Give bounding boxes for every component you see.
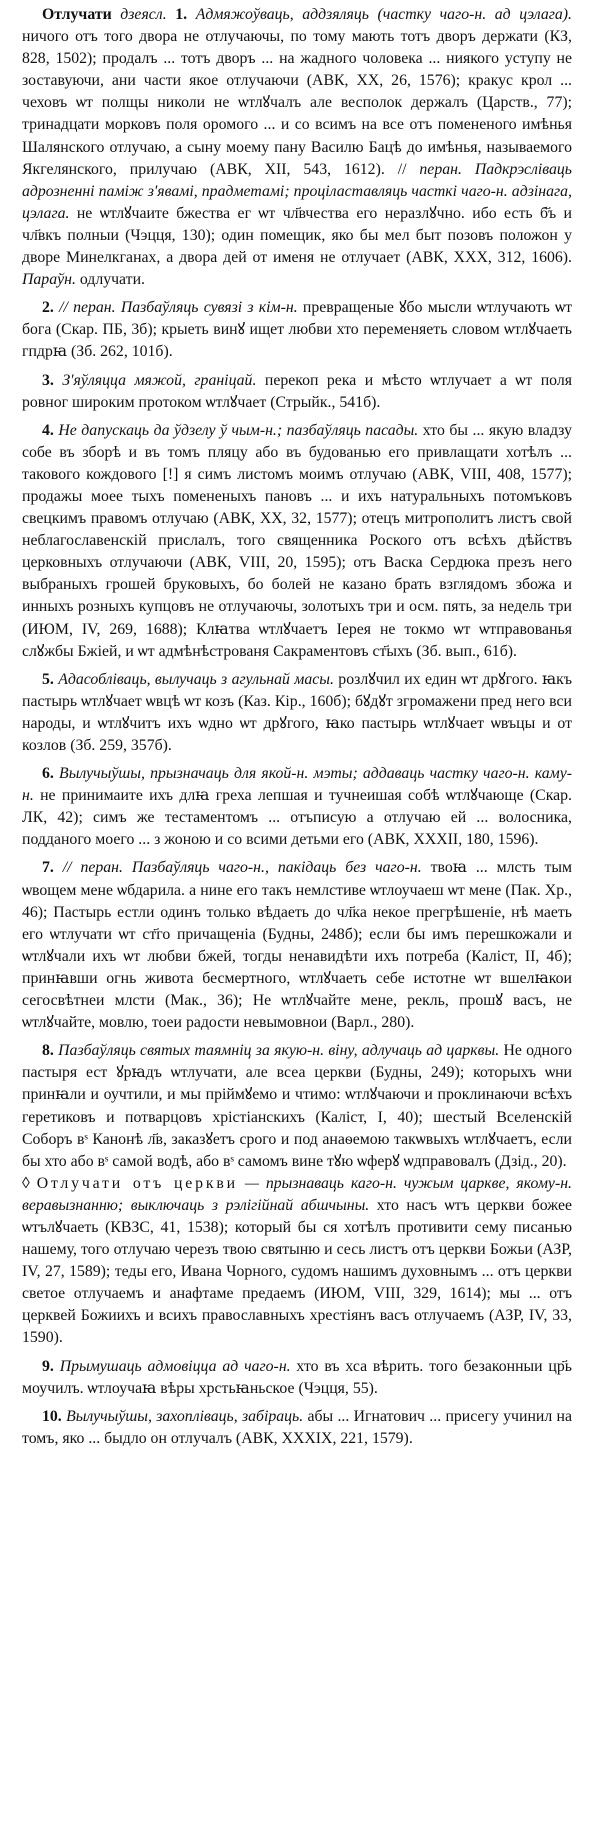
sense-number: 1. [175, 6, 188, 23]
sense-gloss: Пазбаўляць святых таямніц за якую-н. віну, адлучаць ад царквы. [58, 1042, 500, 1060]
sense-gloss: Адасобліваць, вылучаць з агульнай масы. [58, 670, 334, 688]
sense-number: 4. [42, 421, 54, 439]
sense-citations: хто въ хса вѣрить. того безаконныи цр҃ь моучилъ. ѡтлоучаꙗ вѣры хрстьꙗньское (Чэцця, 55). [22, 1357, 572, 1397]
phrase-marker: ◊ [22, 1174, 30, 1192]
sense-2 [22, 297, 572, 363]
sense-citations: превращеные ꙋбо мысли ѡтлучають ѡт бога (Скар. ПБ, 3б); крыеть винꙋ ищет любви хто переменяеть словом ѡтлꙋчаеть гпдрꙗ (Зб. 262, 101б). [22, 299, 572, 361]
sense-5 [22, 669, 572, 757]
sense-8 [22, 1040, 572, 1349]
sense-citations: твоꙗ ... млсть тым ѡвощем мене ѡбдарила. а нине его такъ немлстиве ѡтлоучаеш ѡт мене (Пак. Хр., 46); Пастырь естли одинъ только вѣдаеть до чл҃ка некое прегрѣшеніе, нѣ маеть его ѡтлучати ѡт ст҃го причащеніа (Будны, 248б); если бы имъ перешкожали и ѡтлꙋчали ихъ ѡт любви бжей, тогды ненавидѣти ихъ потреба (Каліст, II, 4б); принꙗвши огнь живота бесмертного, ѡтлꙋчаеть себе истотне ѡт вшелꙗкои сегосвѣтнеи млсти (Мак., 36); Не ѡтлꙋчайте мене, рекль, прошꙋ васъ, не ѡтлꙋчайте, мовлю, тоеи радости невымовнои (Варл., 280). [22, 859, 573, 1032]
sense-number: 2. [42, 299, 54, 317]
sense-citations: розлꙋчил их един ѡт дрꙋгого. ꙗкъ пастырь ѡтлꙋчает ѡвцѣ ѡт козъ (Каз. Кір., 160б); бꙋдꙋт згромажени пред него вси народы, и ѡтлꙋчитъ ихъ ѡдно ѡт дрꙋгого, ꙗко пастырь ѡтлꙋчает ѡвъцы и от козлов (Зб. 259, 357б). [22, 670, 572, 754]
compare-target: одлучати. [75, 271, 145, 289]
sense-citations: Не одного пастыря ест ꙋрꙗдъ ѡтлучати, але всеа церкви (Будны, 249); которыхъ ѡни принꙗли и оучтили, и мы пріймꙋемо и чтимо: ѡтлꙋчаючи и проклинаючи всѣхъ геретиковъ и потварцовъ хрістіанскихъ (Каліст, I, 40); шестый Вселенскій Соборъ вˢ Канонѣ л҃в, заказꙋетъ срого и под анаѳемою такѡвыхъ ѡтлꙋчаетъ, если бы хто або вˢ самой водѣ, або вˢ самомъ вине тꙋю ѡферꙋ ѡдправовалъ (Дзід., 20). [22, 1042, 572, 1170]
sense-10 [22, 1406, 572, 1450]
sense-number: 10. [42, 1407, 62, 1425]
sense-gloss: З'яўляцца мяжой, граніцай. [62, 371, 257, 389]
phrase: Отлучати отъ церкви [36, 1174, 238, 1192]
sense-gloss: Прымушаць адмовіцца ад чаго-н. [59, 1357, 291, 1375]
sense-number: 6. [42, 765, 54, 783]
headword: Отлучати [42, 6, 112, 23]
sense-number: 3. [42, 371, 54, 389]
sense-citations: абы ... Игнатович ... присегу учинил на томъ, яко ... быдло он отлучалъ (АВК, XXXIX, 221, 1579). [22, 1407, 572, 1447]
sense-4 [22, 420, 572, 663]
sense-gloss: Не дапускаць да ўдзелу ў чым-н.; пазбаўляць пасады. [58, 421, 419, 439]
sense-gloss: // перан. Пазбаўляць сувязі з кім-н. [59, 299, 298, 317]
phrase-gloss: — прызнаваць каго-н. чужым царкве, якому-н. веравызнанню; выключаць з рэлігійнай абшчыны. [22, 1174, 572, 1214]
sense-gloss: Адмяжоўваць, аддзяляць (частку чаго-н. ад цэлага). [195, 6, 572, 23]
sense-citations-figurative: не ѡтлꙋчаите бжества ег ѡт чл҃вчества его неразлꙋчно. ибо есть б҃ъ и чл҃вкъ полныи (Чэцця, 130); один помещик, яко бы мел быт позовъ положон у дворе Минелкганах, а двора дей от именя не отлучает (АВК, XXX, 312, 1606). [22, 204, 572, 267]
sense-gloss: // перан. Пазбаўляць чаго-н., пакідаць без чаго-н. [62, 859, 422, 877]
compare-label: Параўн. [22, 271, 76, 289]
sense-3 [22, 370, 572, 414]
sense-9 [22, 1356, 572, 1400]
phrase-citations: хто насъ ѡтъ церкви божее ѡтълꙋчаеть (КВЗС, 41, 1538); который бы ся хотѣлъ противити сему писанью нашему, того отлучаю черезъ твою святыню и сесь листъ отъ церкви Божьи (АЗР, IV, 27, 1589); теды его, Ивана Чорного, судомъ нашимъ духовнымъ ... отъ церкви светое отлучаемъ и анафтаме предаемъ (ИЮМ, VIII, 329, 1614); мы ... отъ церквей Божиихъ и всихъ православныхъ хрестіянъ васъ отлучаемъ (АЗР, IV, 33, 1590). [22, 1196, 572, 1347]
sense-7 [22, 857, 572, 1034]
sense-citations: не принимаите ихъ длꙗ греха лепшая и тучнеишая собѣ ѡтлꙋчающе (Скар. ЛК, 42); симъ же тестаментомъ ... отъписую а отлучаю ей ... волосника, подданого моего ... з жоною и со всими детьми его (АВК, XXXII, 180, 1596). [22, 787, 572, 849]
sense-gloss: Вылучыўшы, прызначаць для якой-н. мэты; аддаваць частку чаго-н. каму-н. [22, 765, 572, 805]
sense-gloss: Вылучыўшы, захопліваць, забіраць. [66, 1407, 304, 1425]
sense-citations: перекоп река и мѣсто ѡтлучает а ѡт поля ровног широким протоком ѡтлꙋчает (Стрыйк., 541б). [22, 371, 573, 411]
sense-citations: хто бы ... якую владзу собе въ зборѣ и въ томъ пляцу або въ будованью его привлащати хотѣлъ ... такового кождового [!] я симъ листомъ моимъ отлучаю (АВК, VIII, 408, 1577); продажы моее тыхъ помененыхъ пановъ ... и ихъ натуральныхъ потомъковъ свецкимъ правомъ отлучаю (АВК, XX, 32, 1577); отецъ митрополитъ листъ свой неблагославенскій прислалъ, того священника Роского отъ всѣхъ дѣйствъ церковныхъ отлучаючи (АВК, VIII, 20, 1595); отъ Васка Сердюка презъ него выбраныхъ грошей бруковыхъ, бо болей не казано брать взглядомъ збожа и инныхъ розныхъ купцовъ не отлучаючы, золотыхъ три и осм. пять, за недель три (ИЮМ, IV, 269, 1688); Клꙗтва ѡтлꙋчаетъ Iерея не токмо ѡт ѡтправованья слꙋжбы Бжіей, и ѡт адмѣнѣстрованя Сакраментовъ ст҃ыхъ (Зб. вып., 61б). [22, 421, 572, 660]
sense-number: 9. [42, 1357, 54, 1375]
sense-number: 7. [42, 859, 54, 877]
sense-6 [22, 763, 572, 851]
sense-1 [22, 4, 572, 291]
sense-number: 8. [42, 1042, 54, 1060]
sense-citations: ничого отъ того двора не отлучаючы, по тому мають тотъ дворъ держати (КЗ, 828, 1502); продалъ ... тотъ дворъ ... на жадного чоловека ... ниякого уступу не зоставуючи, ани части якое отлучаючи (АВК, XX, 26, 1576); кракус крол ... чеховъ ѡт полщы николи не ѡтлꙋчалъ але весполок держалъ (Царств., 77); тринадцати морковъ поля оромого ... и со всимъ на все отъ помененого имѣнья Шалянского отлучаю, а сыну моему пану Василю Бацѣ до имѣнья, называемого Якгелянского, прилучаю (АВК, XII, 543, 1612). // [22, 28, 572, 178]
sense-gloss-figurative: перан. Падкрэсліваць адрозненні паміж з'явамі, прадметамі; проціластавляць часткі чаго-н. адзінага, цэлага. [22, 160, 572, 222]
sense-number: 5. [42, 670, 54, 688]
part-of-speech: дзеясл. [120, 6, 167, 23]
